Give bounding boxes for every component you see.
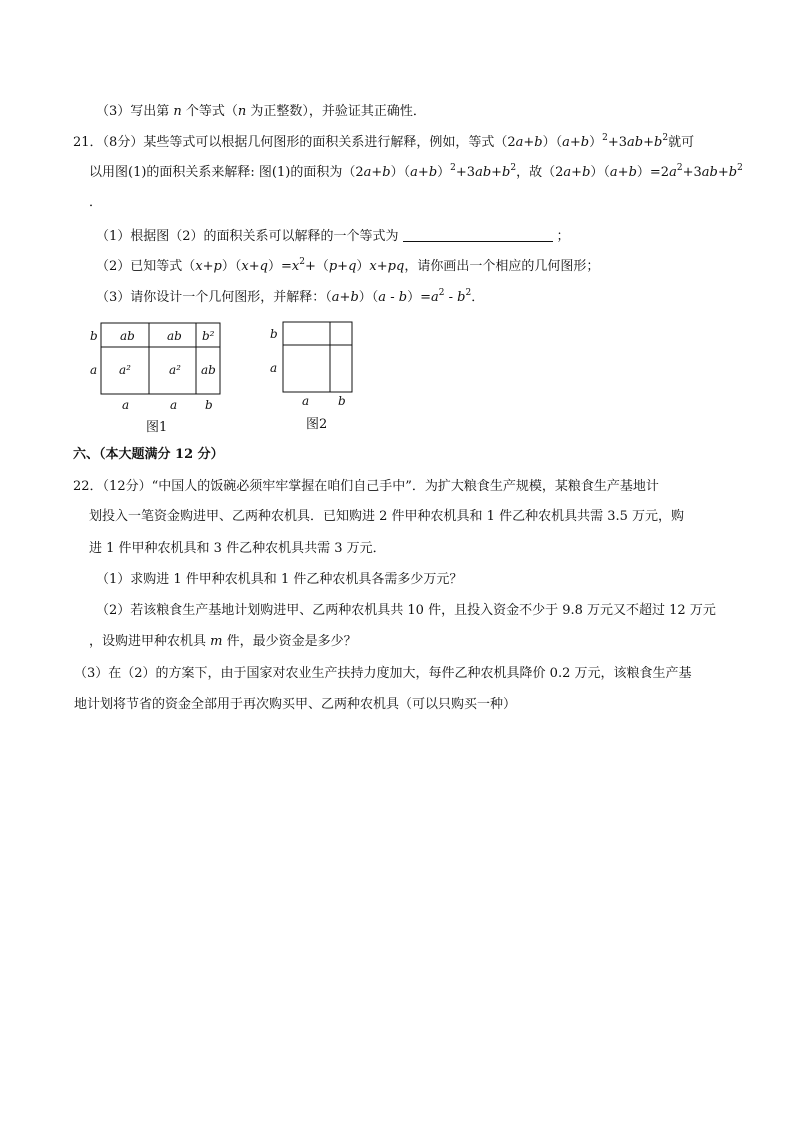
q22-sub3-line2: 地计划将节省的资金全部用于再次购买甲、乙两种农机具（可以只购买一种）: [74, 697, 517, 712]
answer-blank[interactable]: [403, 229, 553, 242]
q22-line1: 22．（12分）“中国人的饭碗必须牢牢掌握在咱们自己手中”．为扩大粮食生产规模，某粮食生产基地计: [73, 479, 659, 494]
fig1-cell-ab-1: ab: [120, 329, 135, 343]
q22-line3: 进 1 件甲种农机具和 3 件乙种农机具共需 3 万元．: [89, 541, 386, 556]
fig1-cell-a2-1: a²: [119, 363, 131, 377]
q22-sub2-line1: （2）若该粮食生产基地计划购进甲、乙两种农机具共 10 件，且投入资金不少于 9.8 万元又不超过 12 万元: [96, 603, 716, 618]
q22-line2: 划投入一笔资金购进甲、乙两种农机具．已知购进 2 件甲种农机具和 1 件乙种农机具共需 3.5 万元，购: [89, 509, 685, 524]
fig1-bottom-b: b: [205, 398, 213, 412]
fig1-caption: 图1: [146, 420, 168, 435]
fig1-bottom-a-1: a: [122, 398, 130, 412]
q22-sub3-line1: （3）在（2）的方案下，由于国家对农业生产扶持力度加大，每件乙种农机具降价 0.2 万元，该粮食生产基: [74, 666, 692, 681]
fig1-cell-ab-3: ab: [201, 363, 216, 377]
figure-2: [264, 318, 364, 438]
fig1-cell-ab-2: ab: [167, 329, 182, 343]
q21-dot: ．: [89, 195, 103, 210]
fig2-caption: 图2: [306, 417, 328, 432]
fig2-bottom-b: b: [338, 394, 346, 408]
fig1-bottom-a-2: a: [170, 398, 178, 412]
q22-sub1: （1）求购进 1 件甲种农机具和 1 件乙种农机具各需多少万元？: [96, 572, 463, 587]
fig1-cell-a2-2: a²: [169, 363, 181, 377]
fig1-side-b: b: [90, 329, 98, 343]
figure-1: [84, 318, 244, 440]
section-6-title: 六、（本大题满分 12 分）: [73, 447, 224, 462]
fig2-side-b: b: [270, 327, 278, 341]
fig1-cell-b2: b²: [202, 329, 215, 343]
q21-sub1: （1）根据图（2）的面积关系可以解释的一个等式为 ；: [96, 229, 570, 244]
q22-sub2-line2: ，设购进甲种农机具 m 件，最少资金是多少？: [89, 634, 357, 649]
q21-line2: 以用图(1)的面积关系来解释: 图(1)的面积为$(2a+b)(a+b)^2+3ab+b^2$，故$(2a+b)(a+b)=2a^2+3ab+b^2$: [89, 163, 743, 180]
q21-line1: 21．（8分）某些等式可以根据几何图形的面积关系进行解释，例如，等式$(2a+b)(a+b)^2+3ab+b^2$就可: [73, 133, 695, 150]
q21-sub2: （2）已知等式$(x+p)(x+q)=x^2+(p+q)x+pq$，请你画出一个相应的几何图形；: [96, 257, 600, 274]
fig2-outer-rect: [283, 322, 352, 392]
fig1-side-a: a: [90, 363, 98, 377]
fig2-side-a: a: [270, 361, 278, 375]
fig2-bottom-a: a: [302, 394, 310, 408]
q20-part3: （3）写出第 n 个等式（n 为正整数），并验证其正确性．: [96, 104, 426, 119]
q21-sub3: （3）请你设计一个几何图形，并解释：$(a+b)(a - b)=a^2 - b^2$．: [96, 288, 485, 305]
